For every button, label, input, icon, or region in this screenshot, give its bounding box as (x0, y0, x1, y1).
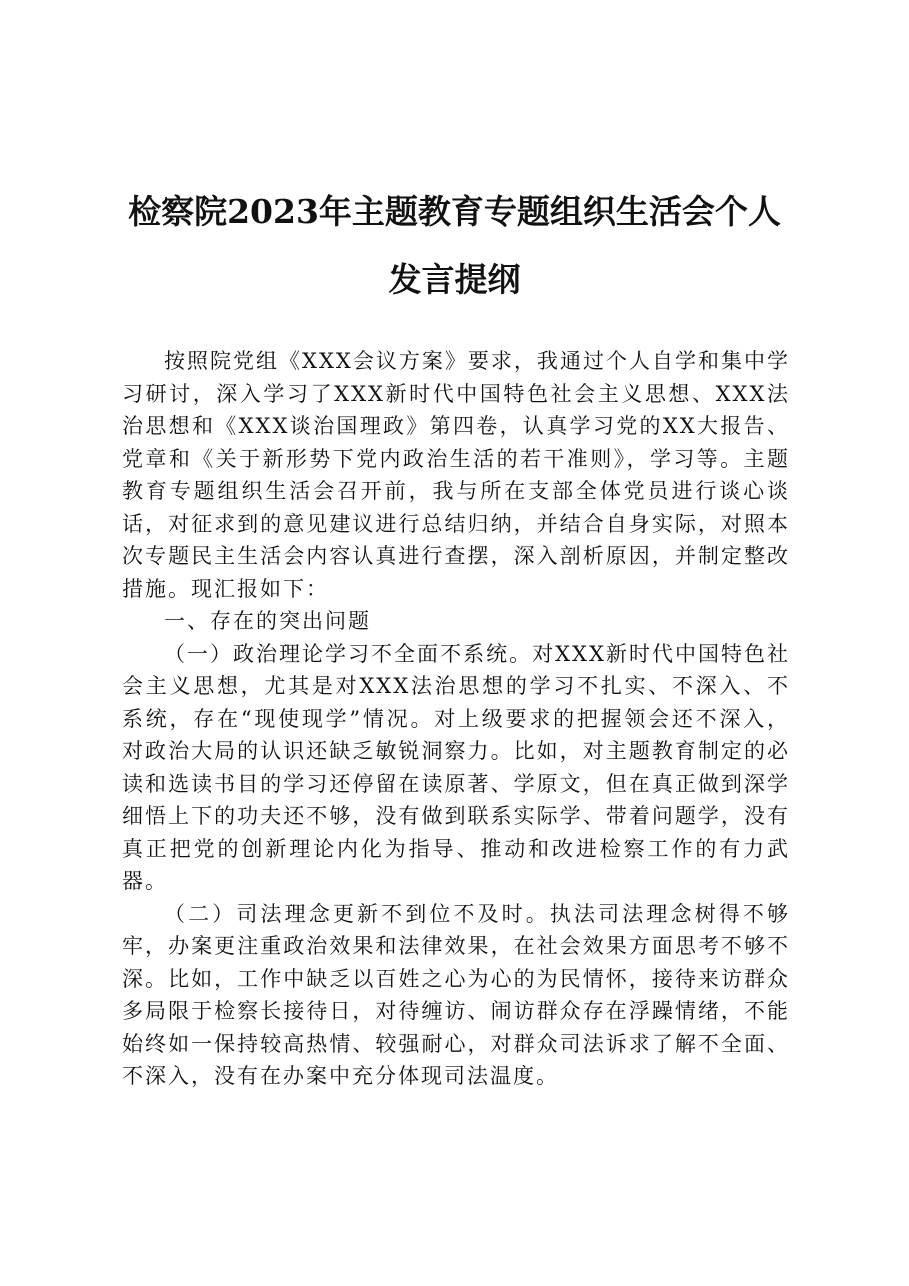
document-title-line-2: 发言提纲 (388, 260, 521, 299)
document-body (122, 345, 790, 1093)
intro-paragraph: 按照院党组《XXX会议方案》要求，我通过个人自学和集中学习研讨，深入学习了XXX新时代中国特色社会主义思想、XXX法治思想和《XXX谈治国理政》第四卷，认真学习党的XX大报告、党章和《关于新形势下党内政治生活的若干准则》，学习等。主题教育专题组织生活会召开前，我与所在支部全体党员进行谈心谈话，对征求到的意见建议进行总结归纳，并结合自身实际，对照本次专题民主生活会内容认真进行查摆，深入剖析原因，并制定整改措施。现汇报如下： (122, 349, 790, 601)
section-heading-problems: 一、存在的突出问题 (164, 609, 371, 633)
problem-paragraph-2: （二）司法理念更新不到位不及时。执法司法理念树得不够牢，办案更注重政治效果和法律效果，在社会效果方面思考不够不深。比如，工作中缺乏以百姓之心为心的为民情怀，接待来访群众多局限于检察长接待日，对待缠访、闹访群众存在浮躁情绪，不能始终如一保持较高热情、较强耐心，对群众司法诉求了解不全面、不深入，没有在办案中充分体现司法温度。 (122, 901, 790, 1088)
problem-paragraph-1: （一）政治理论学习不全面不系统。对XXX新时代中国特色社会主义思想，尤其是对XXX法治思想的学习不扎实、不深入、不系统，存在“现使现学”情况。对上级要求的把握领会还不深入，对政治大局的认识还缺乏敏锐洞察力。比如，对主题教育制定的必读和选读书目的学习还停留在读原著、学原文，但在真正做到深学细悟上下的功夫还不够，没有做到联系实际学、带着问题学，没有真正把党的创新理论内化为指导、推动和改进检察工作的有力武器。 (122, 641, 790, 893)
document-title-line-1: 检察院2023年主题教育专题组织生活会个人 (128, 192, 781, 231)
